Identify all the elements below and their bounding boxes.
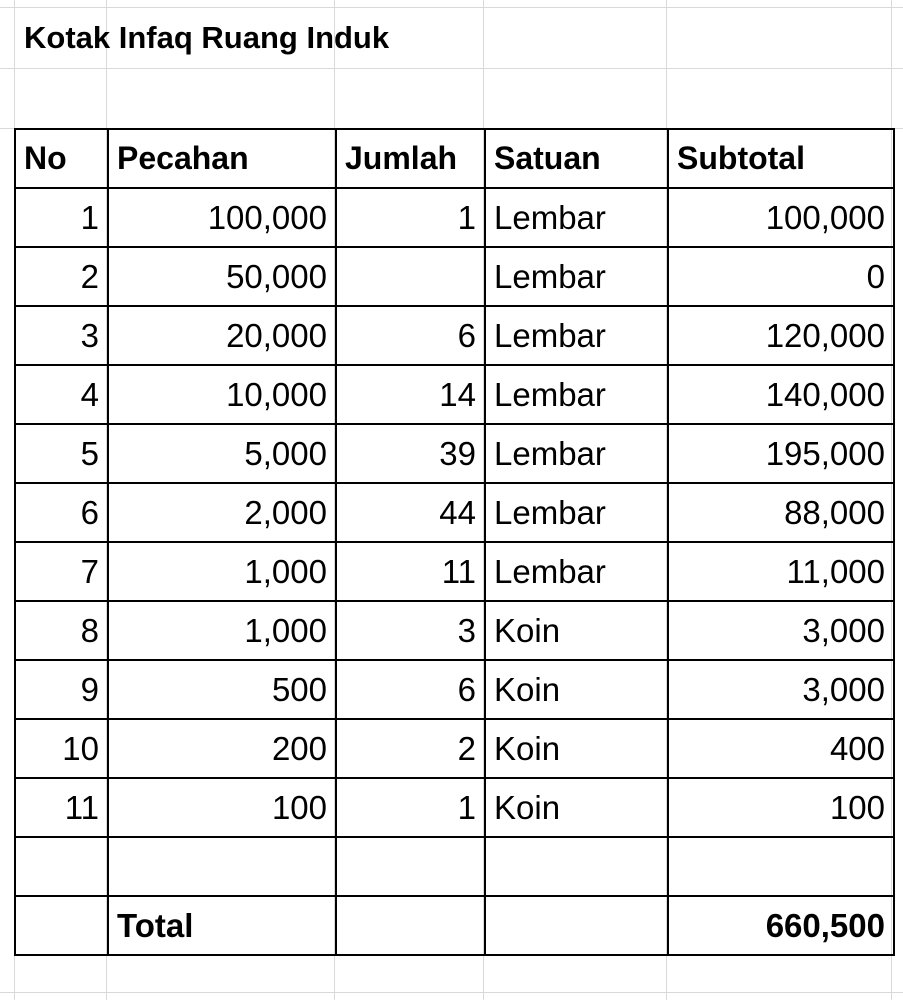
cell-no[interactable]: 3 xyxy=(15,306,108,365)
cell-subtotal[interactable]: 120,000 xyxy=(668,306,894,365)
cell-jumlah[interactable]: 1 xyxy=(336,188,485,247)
cell-satuan[interactable]: Lembar xyxy=(485,542,668,601)
table-row xyxy=(15,542,894,601)
cell-satuan[interactable]: Koin xyxy=(485,660,668,719)
cell-no[interactable]: 1 xyxy=(15,188,108,247)
cell-pecahan[interactable]: 5,000 xyxy=(108,424,336,483)
table-row xyxy=(15,306,894,365)
cell-no[interactable]: 7 xyxy=(15,542,108,601)
cell-pecahan[interactable]: 1,000 xyxy=(108,601,336,660)
cell-subtotal[interactable]: 140,000 xyxy=(668,365,894,424)
gridline xyxy=(0,68,903,69)
cell-jumlah[interactable] xyxy=(336,247,485,306)
header-cell-subtotal[interactable]: Subtotal xyxy=(668,129,894,188)
empty-cell[interactable] xyxy=(15,896,108,955)
cell-jumlah[interactable]: 11 xyxy=(336,542,485,601)
empty-cell[interactable] xyxy=(668,837,894,896)
cell-satuan[interactable]: Lembar xyxy=(485,424,668,483)
cell-pecahan[interactable]: 100,000 xyxy=(108,188,336,247)
empty-cell[interactable] xyxy=(485,896,668,955)
cell-jumlah[interactable]: 2 xyxy=(336,719,485,778)
cell-subtotal[interactable]: 11,000 xyxy=(668,542,894,601)
gridline xyxy=(0,992,903,993)
sheet-title[interactable]: Kotak Infaq Ruang Induk xyxy=(24,20,390,55)
total-row xyxy=(15,896,894,955)
table-row xyxy=(15,660,894,719)
empty-cell[interactable] xyxy=(336,896,485,955)
cell-jumlah[interactable]: 44 xyxy=(336,483,485,542)
cell-subtotal[interactable]: 195,000 xyxy=(668,424,894,483)
empty-cell[interactable] xyxy=(336,837,485,896)
cell-no[interactable]: 9 xyxy=(15,660,108,719)
header-row xyxy=(15,129,894,188)
header-cell-pecahan[interactable]: Pecahan xyxy=(108,129,336,188)
cell-satuan[interactable]: Koin xyxy=(485,719,668,778)
cell-no[interactable]: 11 xyxy=(15,778,108,837)
cell-pecahan[interactable]: 2,000 xyxy=(108,483,336,542)
cell-jumlah[interactable]: 14 xyxy=(336,365,485,424)
table-row xyxy=(15,424,894,483)
cell-jumlah[interactable]: 3 xyxy=(336,601,485,660)
cell-satuan[interactable]: Lembar xyxy=(485,247,668,306)
cell-no[interactable]: 6 xyxy=(15,483,108,542)
cell-pecahan[interactable]: 100 xyxy=(108,778,336,837)
cell-pecahan[interactable]: 10,000 xyxy=(108,365,336,424)
total-label[interactable]: Total xyxy=(108,896,336,955)
cell-pecahan[interactable]: 20,000 xyxy=(108,306,336,365)
empty-cell[interactable] xyxy=(108,837,336,896)
cell-subtotal[interactable]: 3,000 xyxy=(668,601,894,660)
cell-pecahan[interactable]: 1,000 xyxy=(108,542,336,601)
cell-no[interactable]: 10 xyxy=(15,719,108,778)
cell-satuan[interactable]: Koin xyxy=(485,601,668,660)
cell-no[interactable]: 8 xyxy=(15,601,108,660)
table-row xyxy=(15,719,894,778)
cell-subtotal[interactable]: 100,000 xyxy=(668,188,894,247)
empty-row xyxy=(15,837,894,896)
cell-pecahan[interactable]: 200 xyxy=(108,719,336,778)
cell-subtotal[interactable]: 100 xyxy=(668,778,894,837)
empty-cell[interactable] xyxy=(485,837,668,896)
cell-subtotal[interactable]: 3,000 xyxy=(668,660,894,719)
cell-subtotal[interactable]: 0 xyxy=(668,247,894,306)
cell-satuan[interactable]: Lembar xyxy=(485,306,668,365)
table-row xyxy=(15,778,894,837)
cell-jumlah[interactable]: 6 xyxy=(336,306,485,365)
header-cell-satuan[interactable]: Satuan xyxy=(485,129,668,188)
table-row xyxy=(15,601,894,660)
table-row xyxy=(15,365,894,424)
empty-cell[interactable] xyxy=(15,837,108,896)
cell-satuan[interactable]: Koin xyxy=(485,778,668,837)
cell-no[interactable]: 4 xyxy=(15,365,108,424)
cell-no[interactable]: 2 xyxy=(15,247,108,306)
cell-jumlah[interactable]: 6 xyxy=(336,660,485,719)
header-cell-jumlah[interactable]: Jumlah xyxy=(336,129,485,188)
cell-jumlah[interactable]: 1 xyxy=(336,778,485,837)
cell-pecahan[interactable]: 500 xyxy=(108,660,336,719)
cell-subtotal[interactable]: 400 xyxy=(668,719,894,778)
cell-subtotal[interactable]: 88,000 xyxy=(668,483,894,542)
cell-jumlah[interactable]: 39 xyxy=(336,424,485,483)
cell-satuan[interactable]: Lembar xyxy=(485,365,668,424)
cell-pecahan[interactable]: 50,000 xyxy=(108,247,336,306)
table-row xyxy=(15,247,894,306)
cell-satuan[interactable]: Lembar xyxy=(485,188,668,247)
cell-satuan[interactable]: Lembar xyxy=(485,483,668,542)
table-row xyxy=(15,188,894,247)
cell-no[interactable]: 5 xyxy=(15,424,108,483)
denomination-table xyxy=(14,128,895,956)
header-cell-no[interactable]: No xyxy=(15,129,108,188)
table-row xyxy=(15,483,894,542)
total-value[interactable]: 660,500 xyxy=(668,896,894,955)
